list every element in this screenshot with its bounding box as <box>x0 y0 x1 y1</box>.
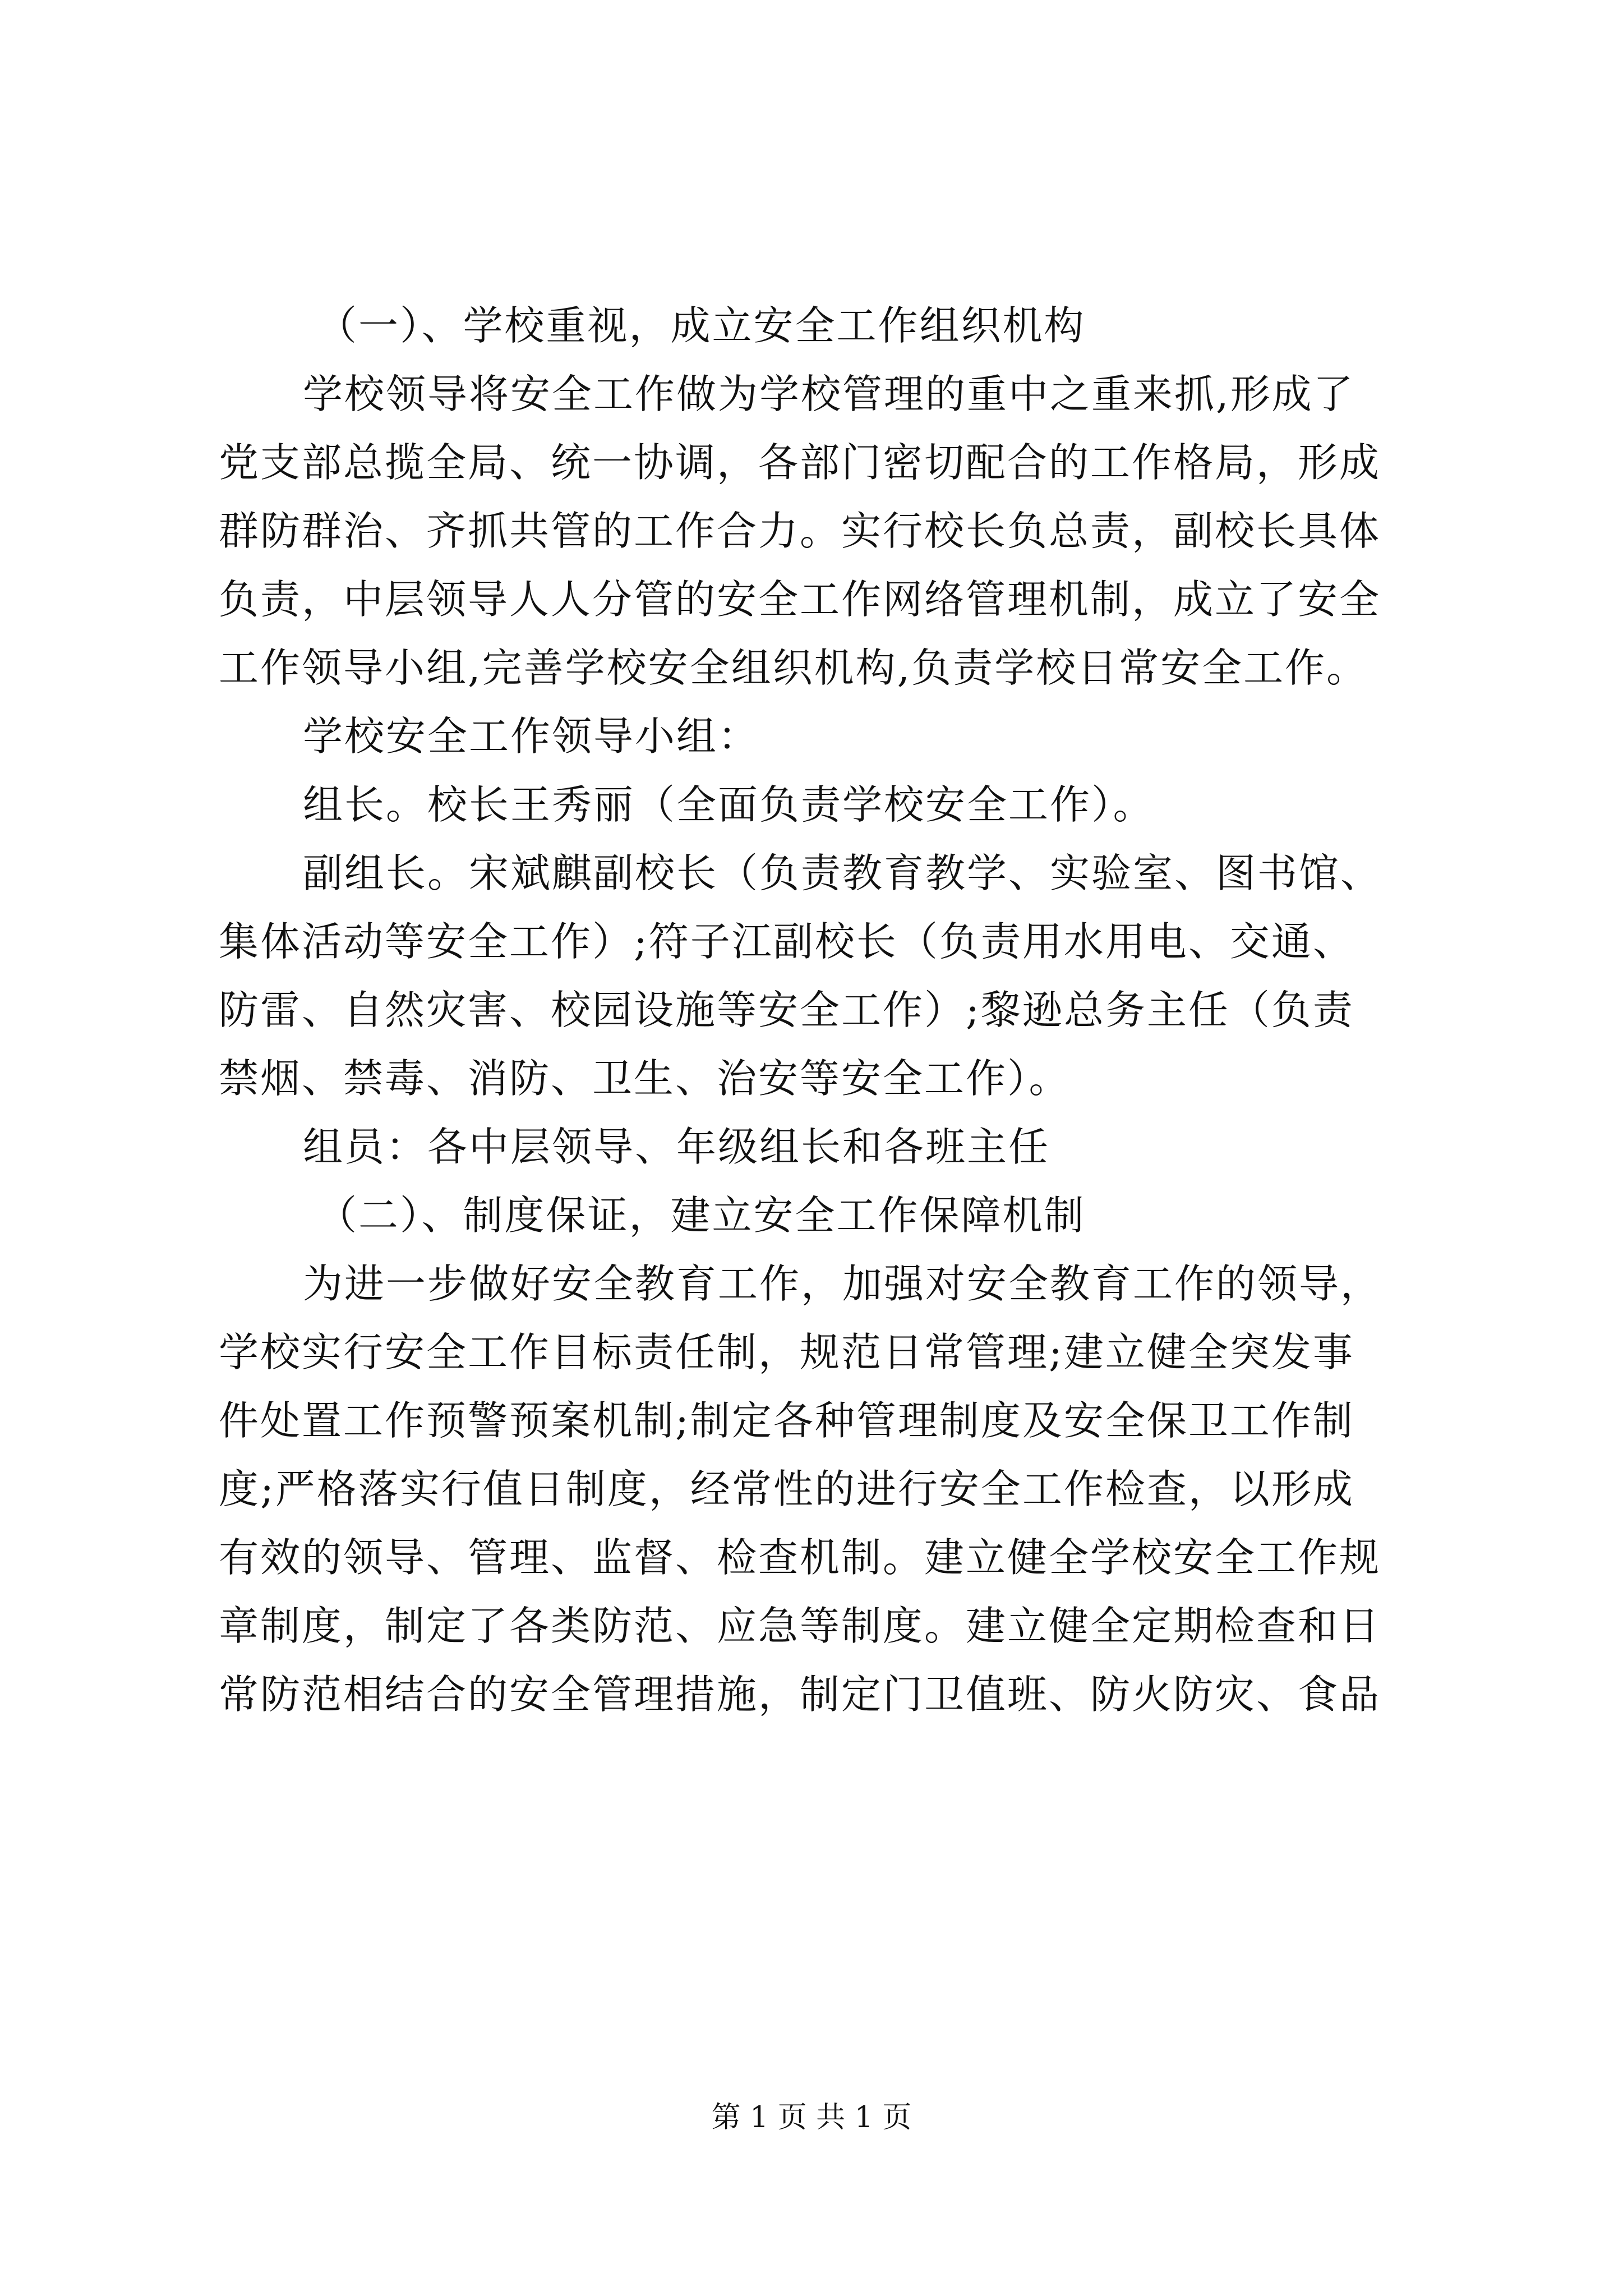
paragraph-line: 学校实行安全工作目标责任制，规范日常管理;建立健全突发事 <box>219 1329 1354 1375</box>
leader-line: 组长。校长王秀丽（全面负责学校安全工作）。 <box>303 781 1155 828</box>
paragraph-line: 常防范相结合的安全管理措施，制定门卫值班、防火防灾、食品 <box>219 1671 1381 1718</box>
section-heading-2: （二）、制度保证，建立安全工作保障机制 <box>317 1192 1086 1239</box>
paragraph-line: 禁烟、禁毒、消防、卫生、治安等安全工作）。 <box>219 1055 1071 1102</box>
paragraph-line: 集体活动等安全工作）;符子江副校长（负责用水用电、交通、 <box>219 918 1354 965</box>
page-number-footer: 第 1 页 共 1 页 <box>711 2101 912 2134</box>
paragraph-line: 学校领导将安全工作做为学校管理的重中之重来抓,形成了 <box>303 371 1355 417</box>
document-body <box>219 292 1424 1729</box>
paragraph-line: 有效的领导、管理、监督、检查机制。建立健全学校安全工作规 <box>219 1534 1381 1581</box>
paragraph-line: 党支部总揽全局、统一协调，各部门密切配合的工作格局，形成 <box>219 439 1381 486</box>
paragraph-line: 为进一步做好安全教育工作，加强对安全教育工作的领导， <box>303 1260 1382 1307</box>
vice-leader-line: 副组长。宋斌麒副校长（负责教育教学、实验室、图书馆、 <box>303 850 1382 896</box>
paragraph-line: 工作领导小组,完善学校安全组织机构,负责学校日常安全工作。 <box>219 645 1368 691</box>
paragraph-line: 负责，中层领导人人分管的安全工作网络管理机制，成立了安全 <box>219 576 1381 623</box>
members-line: 组员：各中层领导、年级组长和各班主任 <box>303 1124 1050 1170</box>
paragraph-line: 群防群治、齐抓共管的工作合力。实行校长负总责，副校长具体 <box>219 508 1381 554</box>
section-heading-1: （一）、学校重视，成立安全工作组织机构 <box>317 302 1086 349</box>
paragraph-line: 度;严格落实行值日制度，经常性的进行安全工作检查，以形成 <box>219 1466 1354 1512</box>
paragraph-line: 件处置工作预警预案机制;制定各种管理制度及安全保卫工作制 <box>219 1397 1354 1444</box>
group-title-line: 学校安全工作领导小组： <box>303 713 760 760</box>
paragraph-line: 章制度，制定了各类防范、应急等制度。建立健全定期检查和日 <box>219 1603 1381 1649</box>
paragraph-line: 防雷、自然灾害、校园设施等安全工作）;黎逊总务主任（负责 <box>219 987 1354 1033</box>
